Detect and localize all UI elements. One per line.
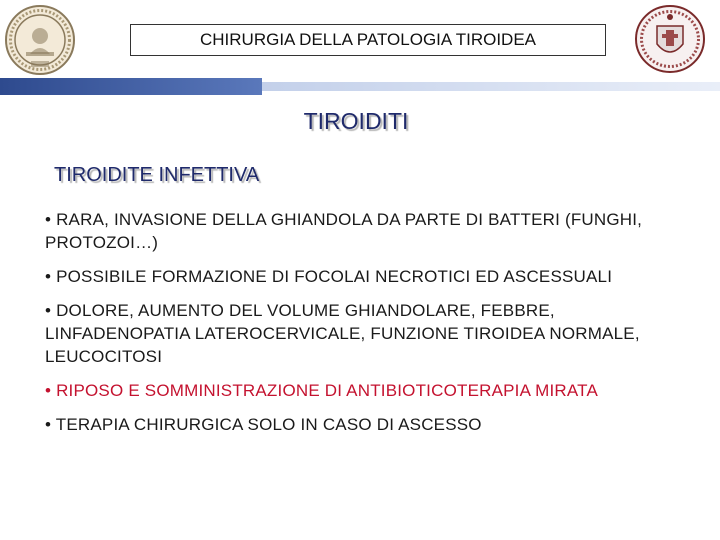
bullet-item: • DOLORE, AUMENTO DEL VOLUME GHIANDOLARE, FEBBRE, LINFADENOPATIA LATEROCERVICALE, FUNZIONE TIROIDEA NORMALE, LEUCOCITOSI: [45, 301, 640, 366]
slide-title: TIROIDITI: [303, 108, 409, 134]
header-accent-bar: [0, 78, 262, 95]
section-heading: TIROIDITE INFETTIVA: [54, 164, 260, 186]
bullet-item: • POSSIBILE FORMAZIONE DI FOCOLAI NECROTICI ED ASCESSUALI: [45, 267, 613, 286]
bullet-item-highlighted: • RIPOSO E SOMMINISTRAZIONE DI ANTIBIOTICOTERAPIA MIRATA: [45, 381, 599, 400]
bullet-item: • RARA, INVASIONE DELLA GHIANDOLA DA PARTE DI BATTERI (FUNGHI, PROTOZOI…): [45, 210, 643, 252]
university-seal-icon: [4, 4, 76, 76]
bullet-list: [45, 208, 685, 447]
header-accent-bar-light: [262, 82, 720, 91]
bullet-item: • TERAPIA CHIRURGICA SOLO IN CASO DI ASCESSO: [45, 415, 482, 434]
university-crest-icon: [632, 2, 708, 76]
header-title: CHIRURGIA DELLA PATOLOGIA TIROIDEA: [130, 24, 606, 56]
